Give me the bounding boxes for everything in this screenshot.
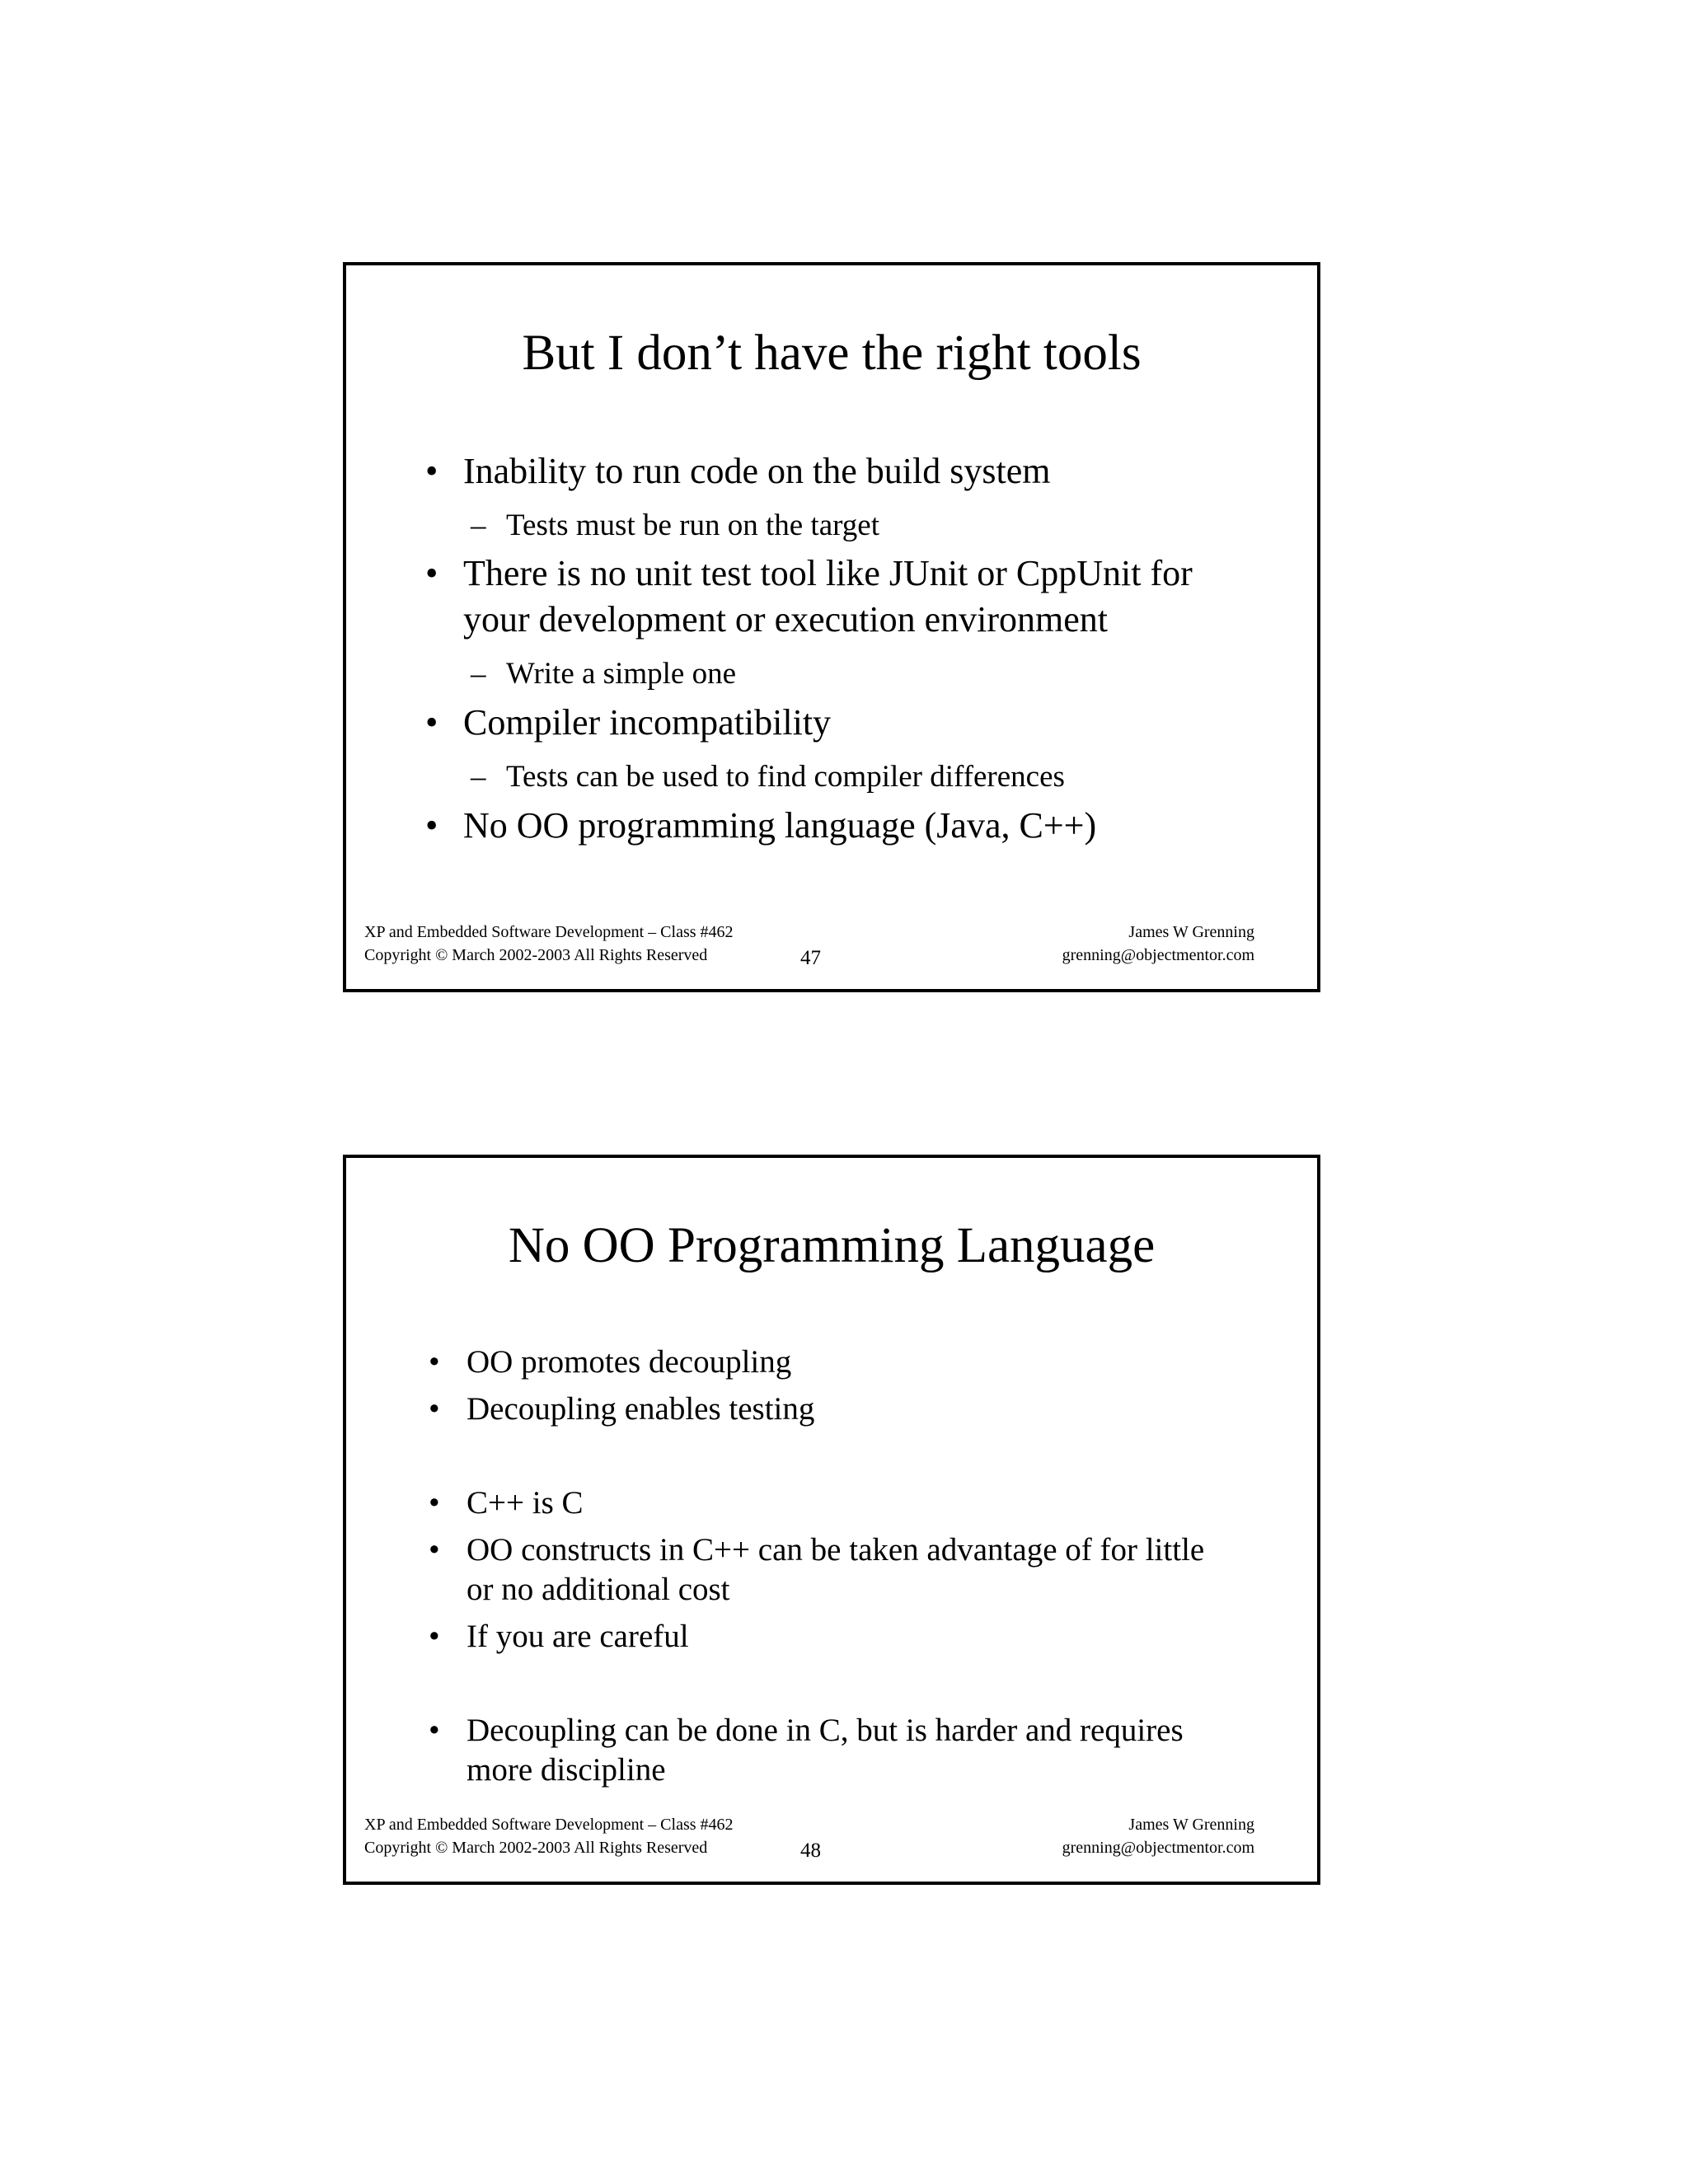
bullet-icon: • <box>429 1532 440 1568</box>
bullet-text: Compiler incompatibility <box>463 702 832 743</box>
footer-copyright: Copyright © March 2002-2003 All Rights Reserved <box>364 946 708 964</box>
slide-48 <box>343 1155 1320 1885</box>
bullet-icon: • <box>429 1713 440 1748</box>
bullet-icon: • <box>429 1619 440 1654</box>
bullet-icon: • <box>425 451 438 491</box>
bullet-text: C++ is C <box>467 1485 584 1521</box>
page-number: 47 <box>800 947 821 969</box>
page-number: 48 <box>800 1840 821 1862</box>
bullet-icon: • <box>425 805 438 846</box>
footer-email: grenning@objectmentor.com <box>1062 1839 1254 1857</box>
footer-course: XP and Embedded Software Development – Class #462 <box>364 1816 734 1834</box>
sub-bullet-text: Tests must be run on the target <box>506 509 879 542</box>
sub-bullet-text: Write a simple one <box>506 657 736 691</box>
bullet-text: your development or execution environment <box>463 599 1108 640</box>
dash-icon: – <box>471 509 486 542</box>
bullet-text: OO constructs in C++ can be taken advantage of for little <box>467 1532 1205 1568</box>
bullet-text: Decoupling can be done in C, but is harder and requires <box>467 1713 1184 1748</box>
bullet-icon: • <box>429 1485 440 1521</box>
bullet-text: more discipline <box>467 1752 666 1788</box>
slide-47 <box>343 262 1320 992</box>
dash-icon: – <box>471 657 486 691</box>
dash-icon: – <box>471 760 486 794</box>
slide-title: But I don’t have the right tools <box>522 326 1142 381</box>
footer-copyright: Copyright © March 2002-2003 All Rights Reserved <box>364 1839 708 1857</box>
bullet-text: Inability to run code on the build system <box>463 451 1051 491</box>
bullet-text: or no additional cost <box>467 1572 730 1607</box>
bullet-text: There is no unit test tool like JUnit or CppUnit for <box>463 553 1193 593</box>
slide-title: No OO Programming Language <box>508 1218 1156 1273</box>
footer-course: XP and Embedded Software Development – Class #462 <box>364 923 734 941</box>
bullet-icon: • <box>425 702 438 743</box>
bullet-icon: • <box>429 1391 440 1427</box>
bullet-icon: • <box>425 553 438 593</box>
footer-author: James W Grenning <box>1128 1816 1254 1834</box>
bullet-text: No OO programming language (Java, C++) <box>463 805 1097 846</box>
footer-email: grenning@objectmentor.com <box>1062 946 1254 964</box>
bullet-text: OO promotes decoupling <box>467 1344 792 1380</box>
sub-bullet-text: Tests can be used to find compiler differences <box>506 760 1065 794</box>
footer-author: James W Grenning <box>1128 923 1254 941</box>
bullet-icon: • <box>429 1344 440 1380</box>
bullet-text: Decoupling enables testing <box>467 1391 815 1427</box>
bullet-text: If you are careful <box>467 1619 689 1654</box>
